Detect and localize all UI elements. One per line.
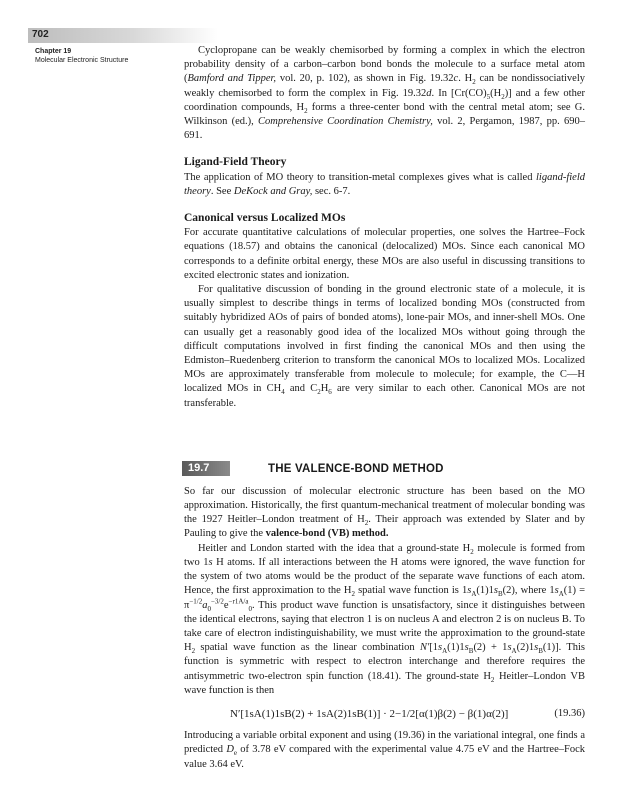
equation-body: N′[1sA(1)1sB(2) + 1sA(2)1sB(1)] · 2−1/2[α(1)β(2) − β(1)α(2)] (230, 707, 509, 720)
chapter-number: Chapter 19 (35, 48, 72, 55)
canonical-paragraph-2: For qualitative discussion of bonding in the ground electronic state of a molecule, it is usually simplest to describe things in terms of localized bonding MOs (constructed from suitably hybridized AOs of pairs of bonded atoms), lone-pair MOs, and inner-shell MOs. One can usually get a reasonably good idea of the localized MOs without going through the difficult computations involved in first finding the canonical MOs and then using the Edmiston–Ruedenberg criterion to transform the canonical MOs to localized MOs. Localized MOs are approximately transferable from molecule to molecule; for example, the C—H localized MOs in $CH_4$ and $C_2H_6$ are very similar to each other. Canonical MOs are not transferable. (184, 284, 586, 409)
section-heading (184, 461, 585, 477)
ligand-field-heading: Ligand-Field Theory (184, 156, 287, 169)
section-title: THE VALENCE-BOND METHOD (268, 462, 444, 475)
page-number: 702 (32, 29, 49, 40)
canonical-heading: Canonical versus Localized MOs (184, 212, 346, 225)
intro-paragraph: Cyclopropane can be weakly chemisorbed by forming a complex in which the electron probability density of a carbon–carbon bond bonds the molecule to a surface metal atom (Bamford and Tipper, vol. 20, p. 102), as shown in Fig. 19.32c. $H_2$ can be nondissociatively weakly chemisorbed to form the complex in Fig. 19.32d. In $[Cr(CO)_5(H_2)]$ and a few other coordination compounds, $H_2$ forms a three-center bond with the central metal atom; see G. Wilkinson (ed.), Comprehensive Coordination Chemistry, vol. 2, Pergamon, 1987, pp. 690–691. (184, 45, 585, 142)
chapter-title: Molecular Electronic Structure (35, 57, 129, 64)
vb-paragraph-3: Introducing a variable orbital exponent and using (19.36) in the variational integral, one finds a predicted $D_e$ of 3.78 eV compared with the experimental value 4.75 eV and the Hartree–Fock value 3.64 eV. (184, 730, 585, 770)
canonical-paragraph-1: For accurate quantitative calculations of molecular properties, one solves the Hartree–Fock equations (18.57) and obtains the canonical (delocalized) MOs. Since each canonical MO corresponds to a definite orbital energy, these MOs are also useful in discussing transitions to excited electronic states and ionization. (184, 227, 585, 281)
page-number-bar (28, 28, 218, 43)
equation-number: (19.36) (554, 707, 585, 719)
vb-paragraph-2: Heitler and London started with the idea that a ground-state $H_2$ molecule is formed from two 1s H atoms. If all interactions between the H atoms were ignored, the wave function for the system of two atoms would be the product of the separate wave functions of each atom. Hence, the first approximation to the $H_2$ spatial wave function is $1s_A(1)1s_B(2)$, where $1s_A(1) = \pi^{-1/2}a_0^{-3/2}e^{-r1A/a}_0$. This product wave function is unsatisfactory, since it distinguishes between the identical electrons, saying that electron 1 is on nucleus A and electron 2 is on nucleus B. To take care of electron indistinguishability, we must write the approximation to the ground-state $H_2$ spatial wave function as the linear combination $N'[1s_A(1)1s_B(2) + 1s_A(2)1s_B(1)]$. This function is symmetric with respect to electron interchange and therefore requires the antisymmetric two-electron spin function (18.41). The ground-state $H_2$ Heitler–London VB wave function is then (184, 542, 586, 696)
equation-19-36 (184, 707, 585, 721)
section-number: 19.7 (182, 461, 230, 476)
ligand-field-paragraph: The application of MO theory to transition-metal complexes gives what is called ligand-field theory. See DeKock and Gray, sec. 6-7. (184, 171, 585, 197)
main-text-column (184, 44, 585, 772)
chapter-label (35, 47, 175, 65)
vb-paragraph-1: So far our discussion of molecular electronic structure has been based on the MO approximation. Historically, the first quantum-mechanical treatment of molecular bonding was the 1927 Heitler–London treatment of $H_2$. Their approach was extended by Slater and by Pauling to give the valence-bond (VB) method. (184, 485, 586, 540)
